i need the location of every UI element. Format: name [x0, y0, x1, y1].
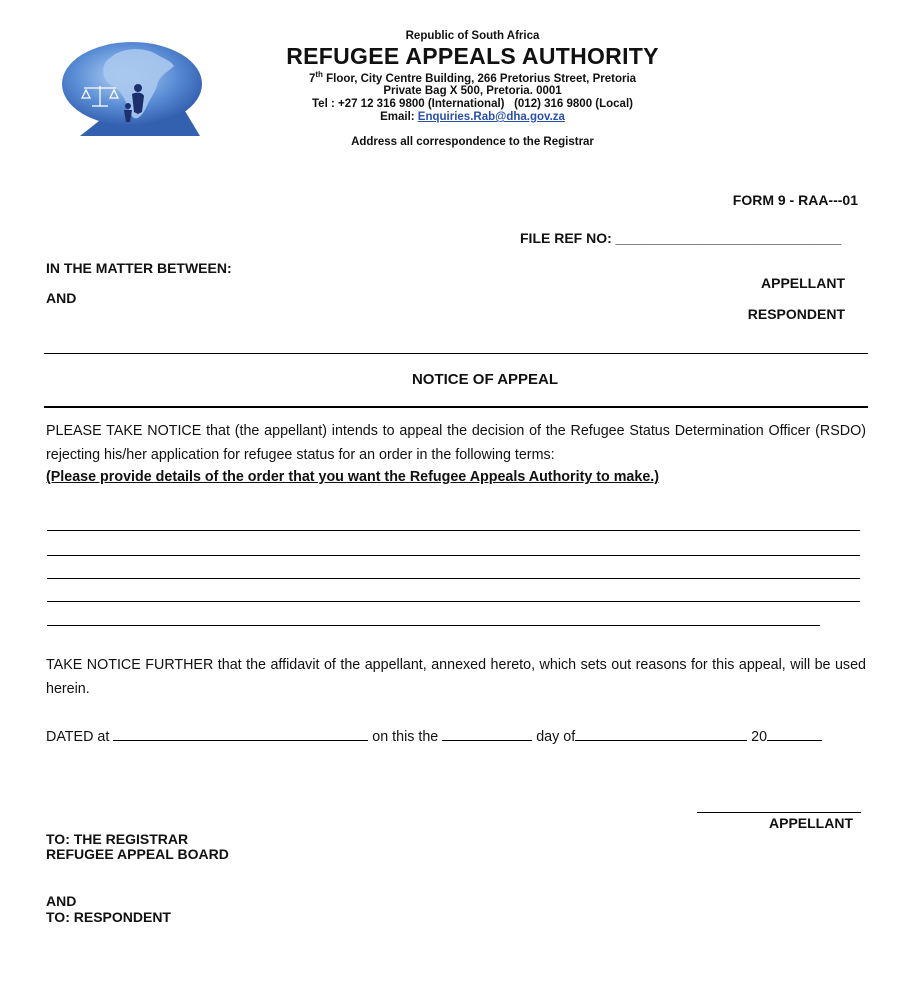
- authority-logo: [58, 36, 204, 144]
- year-prefix: 20: [751, 729, 768, 745]
- notice-paragraph: PLEASE TAKE NOTICE that (the appellant) intends to appeal the decision of the Refugee Status Determination Officer (RSDO) rejecting his/her application for refugee status for an order in the following terms:: [46, 423, 866, 463]
- on-this-the-label: on this the: [372, 729, 439, 745]
- and-label: AND: [46, 290, 77, 306]
- order-details-line[interactable]: [47, 625, 820, 626]
- dated-line: [46, 728, 822, 745]
- day-of-label: day of: [536, 729, 576, 745]
- file-ref: [520, 230, 841, 246]
- day-field[interactable]: [442, 728, 532, 741]
- order-details-line[interactable]: [47, 601, 860, 602]
- logo-graphic: [58, 36, 204, 144]
- appeal-board: REFUGEE APPEAL BOARD: [46, 846, 229, 862]
- telephone-line: Tel : +27 12 316 9800 (International) (012) 316 9800 (Local): [312, 98, 633, 111]
- order-details-line[interactable]: [47, 578, 860, 579]
- signature-line[interactable]: [697, 812, 861, 813]
- matter-between-label: IN THE MATTER BETWEEN:: [46, 260, 232, 276]
- street-address: [250, 71, 695, 86]
- order-details-line[interactable]: [47, 530, 860, 531]
- signature-appellant-label: APPELLANT: [769, 815, 853, 831]
- appellant-label: APPELLANT: [761, 275, 845, 291]
- file-ref-label: FILE REF NO:: [520, 230, 612, 246]
- correspondence-note: Address all correspondence to the Registrar: [351, 135, 594, 148]
- addressee-and: AND: [46, 893, 77, 909]
- form-number: FORM 9 - RAA---01: [732, 192, 858, 208]
- email-line: [250, 111, 695, 124]
- to-respondent: TO: RESPONDENT: [46, 909, 171, 925]
- email-label: Email:: [380, 111, 415, 124]
- email-link[interactable]: Enquiries.Rab@dha.gov.za: [417, 111, 565, 124]
- further-notice-paragraph: TAKE NOTICE FURTHER that the affidavit of the appellant, annexed hereto, which sets out reasons for this appeal, will be used herein.: [46, 657, 866, 697]
- floor-number: 7: [308, 72, 316, 85]
- letterhead: [250, 30, 695, 149]
- country-name: Republic of South Africa: [405, 30, 540, 42]
- postal-address: Private Bag X 500, Pretoria. 0001: [383, 85, 562, 98]
- authority-title: REFUGEE APPEALS AUTHORITY: [286, 42, 659, 69]
- year-field[interactable]: [767, 728, 822, 741]
- file-ref-field[interactable]: _____________________________: [615, 230, 842, 246]
- address-text: Floor, City Centre Building, 266 Pretorius Street, Pretoria: [322, 72, 637, 85]
- notice-title: NOTICE OF APPEAL: [411, 371, 559, 388]
- respondent-label: RESPONDENT: [747, 306, 845, 322]
- to-registrar: TO: THE REGISTRAR: [46, 831, 189, 847]
- month-field[interactable]: [575, 728, 747, 741]
- place-field[interactable]: [113, 728, 368, 741]
- order-details-line[interactable]: [47, 555, 860, 556]
- floor-suffix: th: [315, 69, 323, 79]
- dated-at-label: DATED at: [46, 729, 110, 745]
- divider-top: [44, 353, 868, 354]
- order-instruction: (Please provide details of the order that you want the Refugee Appeals Authority to make.): [46, 469, 660, 485]
- divider-bottom: [44, 406, 868, 408]
